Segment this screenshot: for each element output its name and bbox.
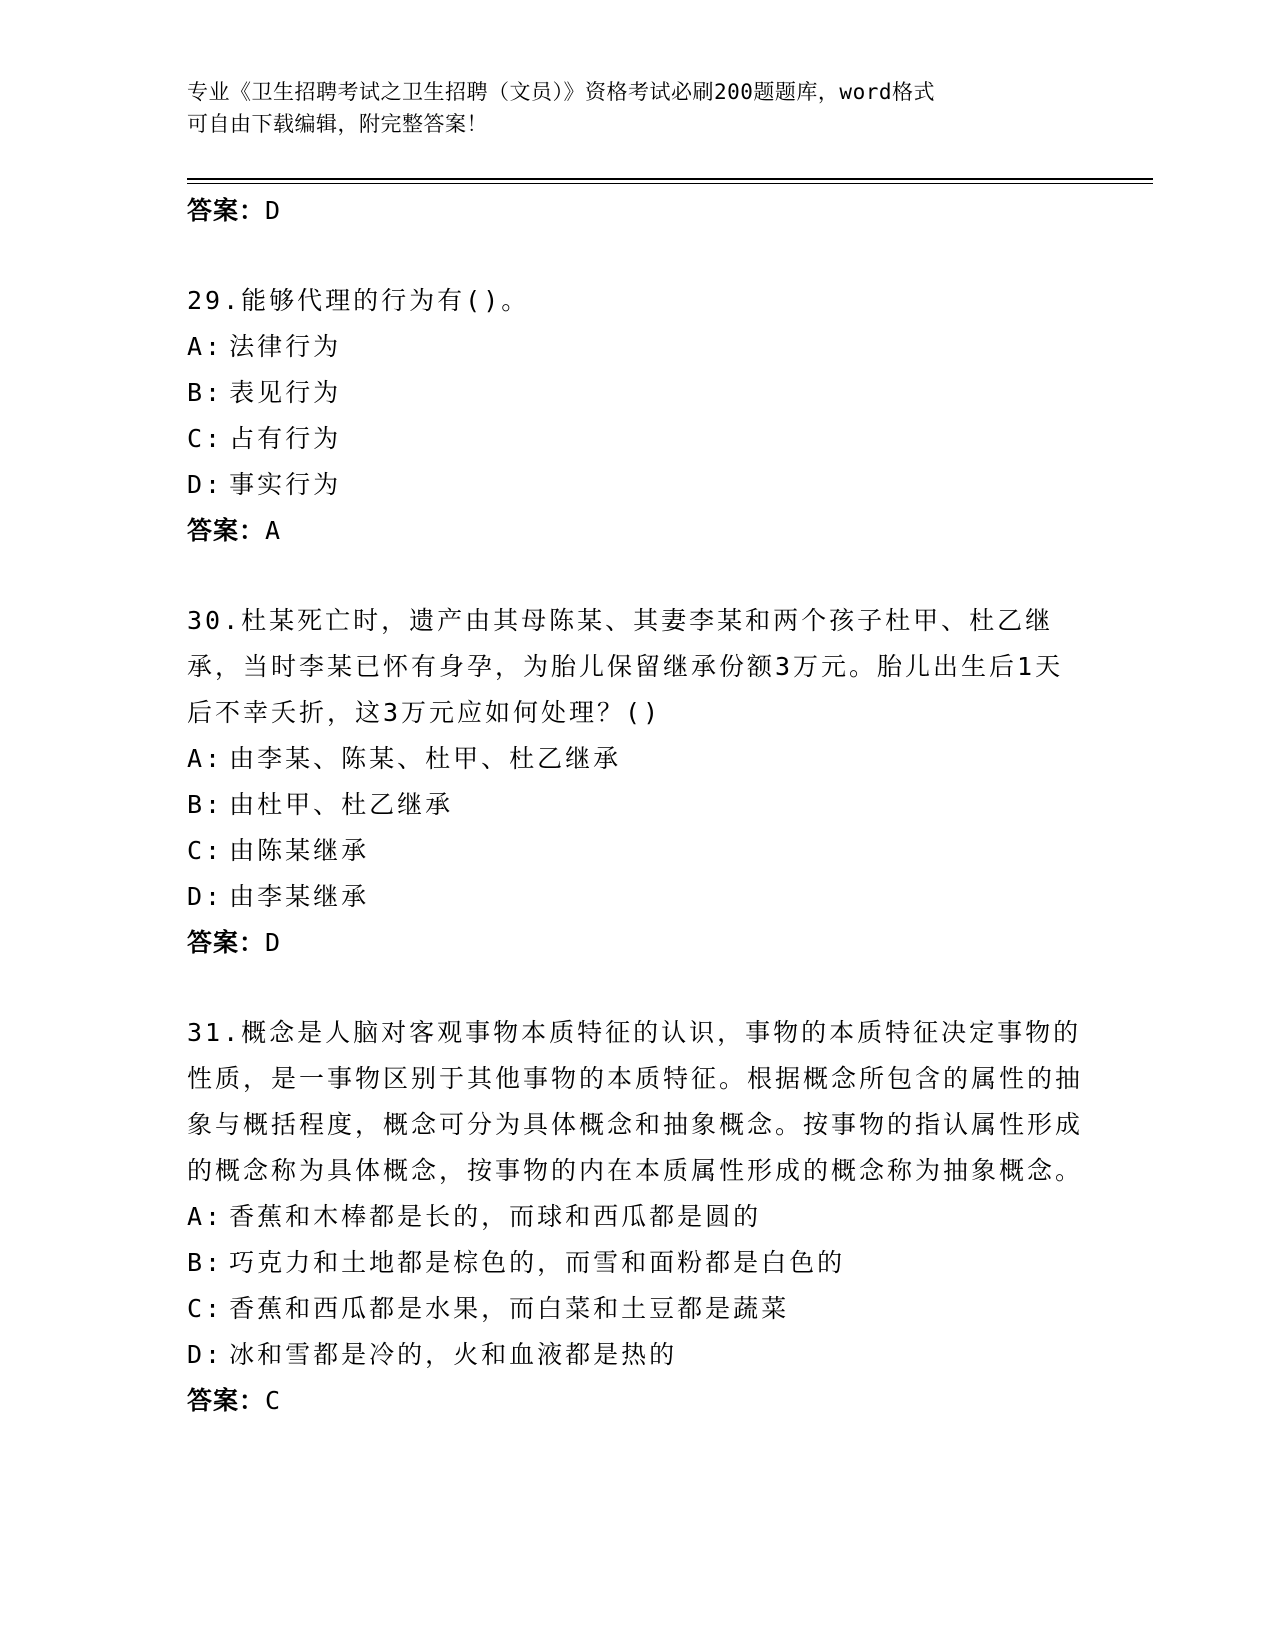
option-d (187, 874, 1087, 920)
option-text: 由杜甲、杜乙继承 (229, 790, 454, 819)
question-text: 31.概念是人脑对客观事物本质特征的认识，事物的本质特征决定事物的性质，是一事物区别于其他事物的本质特征。根据概念所包含的属性的抽象与概括程度，概念可分为具体概念和抽象概念。按事物的指认属性形成的概念称为具体概念，按事物的内在本质属性形成的概念称为抽象概念。 (187, 1018, 1084, 1185)
option-key: C: (187, 424, 224, 453)
answer-line (187, 508, 1087, 554)
option-a (187, 736, 1087, 782)
header-line-2: 可自由下载编辑，附完整答案！ (187, 112, 488, 136)
option-text: 由陈某继承 (229, 836, 370, 865)
answer-value: D (265, 928, 282, 957)
answer-line (187, 1378, 1087, 1424)
answer-label: 答案： (187, 928, 266, 957)
answer-value: D (265, 196, 282, 225)
option-text: 占有行为 (229, 424, 342, 453)
option-c (187, 416, 1087, 462)
option-key: D: (187, 1340, 224, 1369)
question-list (187, 188, 1087, 1424)
question-block (187, 278, 1087, 324)
option-text: 香蕉和木棒都是长的，而球和西瓜都是圆的 (229, 1202, 762, 1231)
option-key: B: (187, 790, 224, 819)
option-text: 由李某继承 (229, 882, 370, 911)
option-key: C: (187, 1294, 224, 1323)
option-c (187, 1286, 1087, 1332)
option-text: 法律行为 (229, 332, 342, 361)
option-b (187, 782, 1087, 828)
option-a (187, 1194, 1087, 1240)
option-key: D: (187, 470, 224, 499)
option-text: 冰和雪都是冷的，火和血液都是热的 (229, 1340, 678, 1369)
option-b (187, 1240, 1087, 1286)
answer-line (187, 188, 1087, 234)
option-d (187, 462, 1087, 508)
question-text: 30.杜某死亡时，遗产由其母陈某、其妻李某和两个孩子杜甲、杜乙继承，当时李某已怀有身孕，为胎儿保留继承份额3万元。胎儿出生后1天后不幸夭折，这3万元应如何处理？() (187, 606, 1064, 727)
answer-line (187, 920, 1087, 966)
document-header (187, 76, 1067, 140)
option-key: D: (187, 882, 224, 911)
option-text: 由李某、陈某、杜甲、杜乙继承 (229, 744, 622, 773)
option-key: A: (187, 744, 224, 773)
option-text: 香蕉和西瓜都是水果，而白菜和土豆都是蔬菜 (229, 1294, 790, 1323)
option-text: 巧克力和土地都是棕色的，而雪和面粉都是白色的 (229, 1248, 846, 1277)
option-text: 表见行为 (229, 378, 342, 407)
option-c (187, 828, 1087, 874)
question-block (187, 598, 1087, 736)
header-rule-thin (187, 183, 1153, 184)
option-key: A: (187, 332, 224, 361)
question-block (187, 1010, 1087, 1194)
option-key: A: (187, 1202, 224, 1231)
answer-value: A (265, 516, 282, 545)
question-text: 29.能够代理的行为有()。 (187, 286, 530, 315)
option-a (187, 324, 1087, 370)
answer-label: 答案： (187, 1386, 266, 1415)
answer-label: 答案： (187, 516, 266, 545)
option-d (187, 1332, 1087, 1378)
answer-label: 答案： (187, 196, 266, 225)
answer-value: C (265, 1386, 282, 1415)
option-key: B: (187, 1248, 224, 1277)
option-text: 事实行为 (229, 470, 342, 499)
option-key: C: (187, 836, 224, 865)
option-key: B: (187, 378, 224, 407)
header-rule-thick (187, 178, 1153, 180)
header-line-1: 专业《卫生招聘考试之卫生招聘（文员）》资格考试必刷200题题库，word格式 (187, 80, 935, 104)
option-b (187, 370, 1087, 416)
